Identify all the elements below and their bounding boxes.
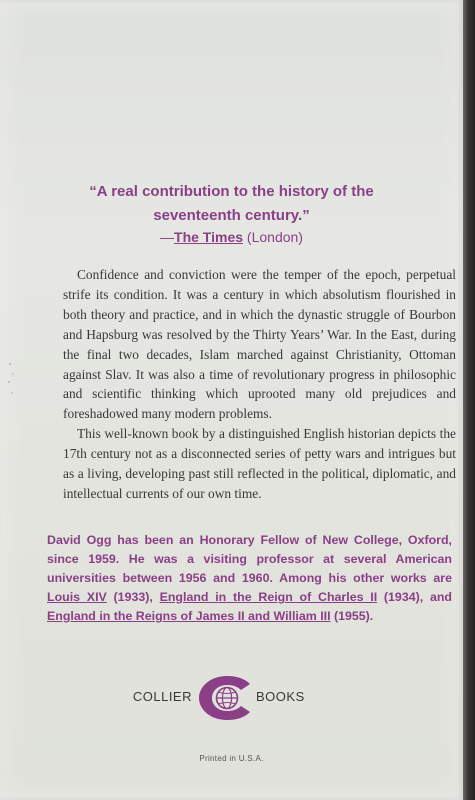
bio-work-3-year: (1955).: [330, 609, 374, 623]
bio-work-2-year: (1934), and: [377, 590, 452, 604]
book-description: [63, 265, 456, 504]
author-bio: [47, 531, 452, 626]
quote-attribution: [0, 227, 463, 247]
quote-line-1: “A real contribution to the history of the: [89, 183, 374, 200]
bio-work-1-year: (1933),: [106, 590, 160, 604]
quote-line-2: seventeenth century.”: [153, 207, 310, 224]
description-paragraph-1: Confidence and conviction were the temper of the epoch, perpetual strife its condition. It was a century in which absolutism flourished in both theory and practice, and in which the dynastic struggle of Bourbon and Hapsburg was resolved by the Thirty Years’ War. In the East, during the final two decades, Islam marched against Christianity, Ottoman against Slav. It was also a time of revolutionary progress in philosophic and scientific thinking which uprooted many old prejudices and foreshadowed many modern problems.: [63, 267, 456, 422]
bio-work-3: England in the Reigns of James II and William III: [47, 609, 331, 623]
attribution-place: (London): [243, 229, 303, 245]
collier-globe-logo-icon: [198, 676, 256, 720]
publisher-name-left: COLLIER: [132, 689, 192, 704]
bio-work-1: Louis XIV: [47, 590, 107, 604]
attribution-dash: —: [160, 229, 175, 245]
review-quote: [0, 180, 463, 228]
description-paragraph-2: This well-known book by a distinguished English historian depicts the 17th century not as a disconnected series of petty wars and intrigues but as a living, developing past still reflected in the political, diplomatic, and intellectual currents of our own time.: [63, 426, 456, 501]
bio-work-2: England in the Reign of Charles II: [159, 590, 378, 604]
publisher-imprint: [0, 676, 463, 720]
printed-in-label: Printed in U.S.A.: [199, 754, 264, 763]
paper-specks: [6, 360, 18, 400]
attribution-source: The Times: [174, 229, 244, 245]
bio-intro: David Ogg has been an Honorary Fellow of New College, Oxford, since 1959. He was a visiting professor at several American universities between 1956 and 1960. Among his other works are: [47, 533, 452, 585]
publisher-name-right: BOOKS: [256, 689, 305, 704]
book-edge-shadow: [463, 0, 475, 800]
